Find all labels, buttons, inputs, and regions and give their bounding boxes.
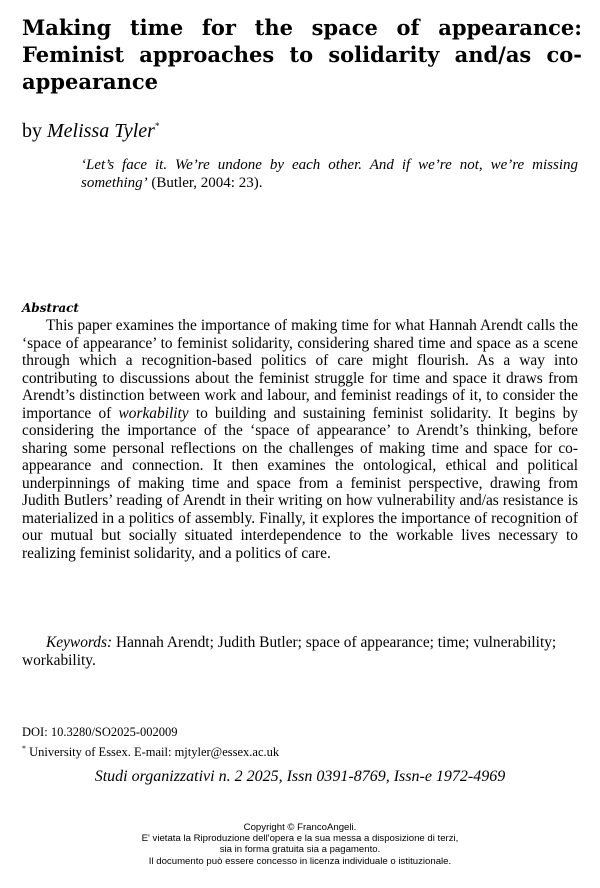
copyright-line-2: E' vietata la Riproduzione dell'opera e la sua messa a disposizione di terzi, <box>141 833 459 845</box>
epigraph-quote: ‘Let’s face it. We’re undone by each other. And if we’re not, we’re missing something’ <box>81 157 578 191</box>
affiliation-marker: * <box>22 744 26 753</box>
affiliation-text: University of Essex. E-mail: mjtyler@essex.ac.uk <box>29 745 280 759</box>
epigraph <box>81 156 578 192</box>
abstract-text-part2: to building and sustaining feminist solidarity. It begins by considering the importance of the ‘space of appearance’ to Arendt’s thinking, before sharing some personal reflections on the challenges of making time and space for co-appearance and connection. It then examines the ontological, ethical and political underpinnings of making time and space from a feminist perspective, drawing from Judith Butlers’ reading of Arendt in their writing on how vulnerability and/as resistance is materialized in a politics of assembly. Finally, it explores the importance of recognition of our mutual but socially situated interdependence to the workable lives necessary to realizing feminist solidarity, and a politics of care. <box>22 404 578 562</box>
paper-title: Making time for the space of appearance: Feminist approaches to solidarity and/as co-appearance <box>22 15 582 94</box>
keywords <box>22 634 578 669</box>
byline-prefix: by <box>22 120 42 142</box>
author-footnote-marker: * <box>154 121 160 131</box>
affiliation-footnote <box>22 741 279 760</box>
copyright-line-3: sia in forma gratuita sia a pagamento. <box>219 844 381 856</box>
journal-citation: Studi organizzativi n. 2 2025, Issn 0391-8769, Issn-e 1972-4969 <box>94 768 506 785</box>
abstract-body <box>22 317 578 562</box>
copyright-notice <box>0 822 600 867</box>
epigraph-citation: (Butler, 2004: 23). <box>151 175 263 191</box>
doi: DOI: 10.3280/SO2025-002009 <box>22 725 178 739</box>
abstract-heading: Abstract <box>22 301 79 315</box>
abstract-emphasis: workability <box>118 404 189 422</box>
byline <box>22 114 159 143</box>
keywords-label: Keywords: <box>46 634 113 651</box>
copyright-line-4: Il documento può essere concesso in licenza individuale o istituzionale. <box>148 855 452 867</box>
keywords-text: Hannah Arendt; Judith Butler; space of appearance; time; vulnerability; workability. <box>22 634 557 669</box>
copyright-line-1: Copyright © FrancoAngeli. <box>243 822 357 833</box>
abstract-text-part1: This paper examines the importance of making time for what Hannah Arendt calls the ‘space of appearance’ to feminist solidarity, considering shared time and space as a scene through which a recognition-based politics of care might flourish. As a way into contributing to discussions about the feminist struggle for time and space it draws from Arendt’s distinction between work and labour, and feminist readings of it, to consider the importance of <box>22 317 578 422</box>
author-name: Melissa Tyler <box>47 120 155 142</box>
